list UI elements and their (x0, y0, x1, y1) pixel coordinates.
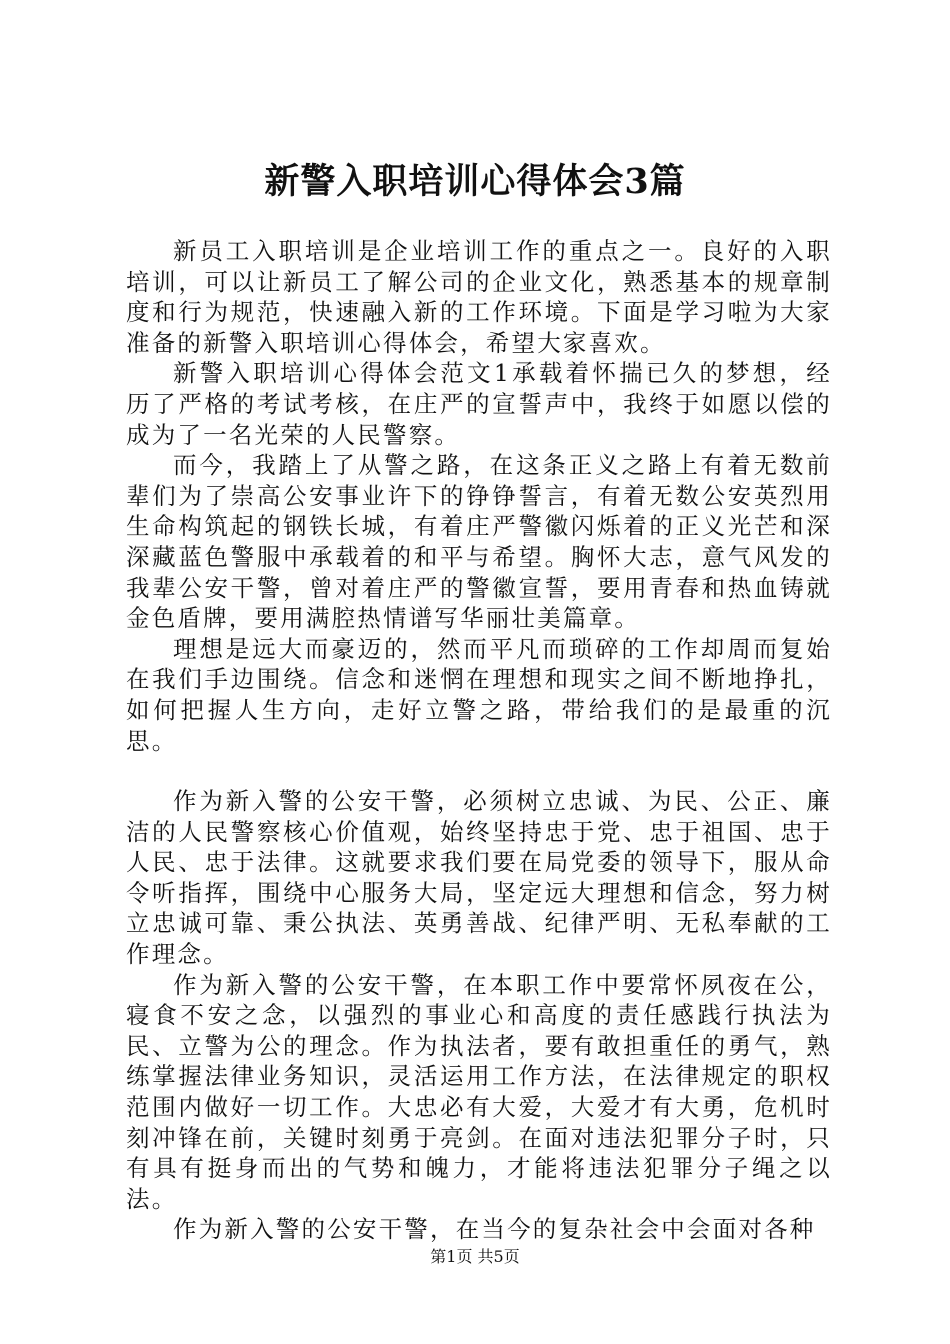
paragraph: 而今，我踏上了从警之路，在这条正义之路上有着无数前辈们为了崇高公安事业许下的铮铮誓言，有着无数公安英烈用生命构筑起的钢铁长城，有着庄严警徽闪烁着的正义光芒和深深藏蓝色警服中承载着的和平与希望。胸怀大志，意气风发的我辈公安干警，曾对着庄严的警徽宣誓，要用青春和热血铸就金色盾牌，要用满腔热情谱写华丽壮美篇章。 (126, 451, 832, 633)
document-title: 新警入职培训心得体会3篇 (264, 161, 686, 202)
paragraph: 理想是远大而豪迈的，然而平凡而琐碎的工作却周而复始在我们手边围绕。信念和迷惘在理想和现实之间不断地挣扎，如何把握人生方向，走好立警之路，带给我们的是最重的沉思。 (126, 634, 832, 755)
document-body (126, 236, 832, 1245)
paragraph: 新警入职培训心得体会范文1承载着怀揣已久的梦想，经历了严格的考试考核，在庄严的宣誓声中，我终于如愿以偿的成为了一名光荣的人民警察。 (126, 359, 832, 449)
paragraph: 作为新入警的公安干警，在本职工作中要常怀夙夜在公，寝食不安之念，以强烈的事业心和高度的责任感践行执法为民、立警为公的理念。作为执法者，要有敢担重任的勇气，熟练掌握法律业务知识，灵活运用工作方法，在法律规定的职权范围内做好一切工作。大忠必有大爱，大爱才有大勇，危机时刻冲锋在前，关键时刻勇于亮剑。在面对违法犯罪分子时，只有具有挺身而出的气势和魄力，才能将违法犯罪分子绳之以法。 (126, 970, 832, 1213)
paragraph: 新员工入职培训是企业培训工作的重点之一。良好的入职培训，可以让新员工了解公司的企业文化，熟悉基本的规章制度和行为规范，快速融入新的工作环境。下面是学习啦为大家准备的新警入职培训心得体会，希望大家喜欢。 (126, 237, 832, 357)
paragraph: 作为新入警的公安干警，在当今的复杂社会中会面对各种 (173, 1215, 816, 1244)
paragraph: 作为新入警的公安干警，必须树立忠诚、为民、公正、廉洁的人民警察核心价值观，始终坚持忠于党、忠于祖国、忠于人民、忠于法律。这就要求我们要在局党委的领导下，服从命令听指挥，围绕中心服务大局，坚定远大理想和信念，努力树立忠诚可靠、秉公执法、英勇善战、纪律严明、无私奉献的工作理念。 (126, 787, 832, 969)
page-footer: 第1页 共5页 (430, 1247, 520, 1266)
